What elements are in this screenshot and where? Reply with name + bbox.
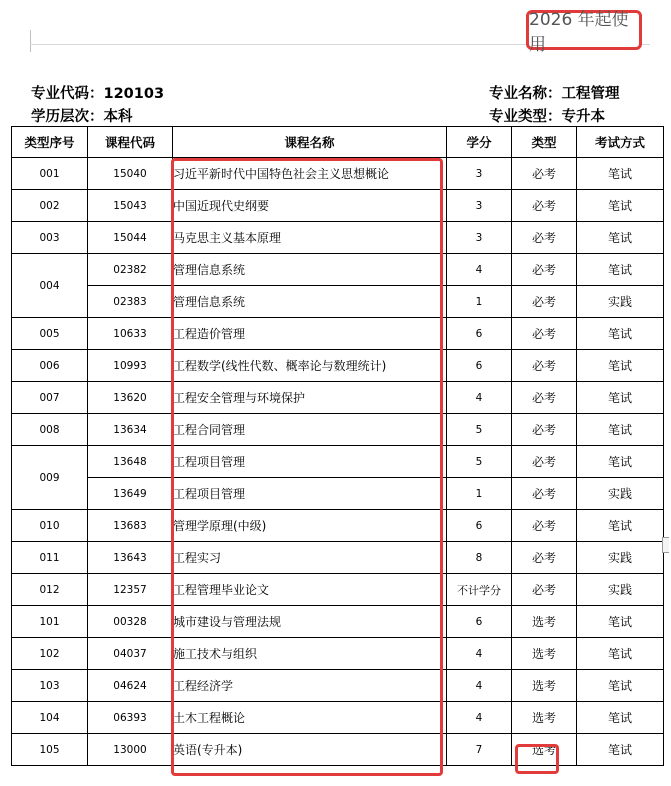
cell-name: 工程实习: [173, 542, 447, 574]
cell-code: 12357: [88, 574, 173, 606]
major-name-line: [489, 82, 620, 103]
cell-credit: 6: [447, 510, 512, 542]
cell-code: 13634: [88, 414, 173, 446]
cell-exam: 笔试: [577, 446, 664, 478]
table-row: [12, 286, 664, 318]
cell-type: 必考: [512, 510, 577, 542]
table-row: [12, 382, 664, 414]
cell-code: 15040: [88, 158, 173, 190]
cell-type: 必考: [512, 286, 577, 318]
cell-exam: 笔试: [577, 222, 664, 254]
col-header-code: 课程代码: [88, 127, 173, 158]
cell-seq: 001: [12, 158, 88, 190]
table-row: [12, 254, 664, 286]
cell-seq: 002: [12, 190, 88, 222]
cell-name: 工程造价管理: [173, 318, 447, 350]
col-header-name: 课程名称: [173, 127, 447, 158]
level-line: [31, 105, 133, 126]
cell-code: 13000: [88, 734, 173, 766]
cell-name: 工程项目管理: [173, 446, 447, 478]
cell-name: 管理学原理(中级): [173, 510, 447, 542]
major-code-line: [31, 82, 164, 103]
cell-type: 必考: [512, 446, 577, 478]
cell-seq: 103: [12, 670, 88, 702]
cell-name: 工程经济学: [173, 670, 447, 702]
cell-type: 选考: [512, 702, 577, 734]
major-type-line: [489, 105, 605, 126]
cell-name: 管理信息系统: [173, 286, 447, 318]
cell-name: 施工技术与组织: [173, 638, 447, 670]
major-code-label: 专业代码：: [31, 86, 104, 102]
cell-credit: 4: [447, 638, 512, 670]
cell-name: 城市建设与管理法规: [173, 606, 447, 638]
table-row: [12, 670, 664, 702]
cell-code: 02382: [88, 254, 173, 286]
cell-type: 必考: [512, 190, 577, 222]
cell-name: 中国近现代史纲要: [173, 190, 447, 222]
table-header-row: [12, 127, 664, 158]
cell-credit: 5: [447, 446, 512, 478]
cell-type: 必考: [512, 158, 577, 190]
cell-exam: 实践: [577, 478, 664, 510]
cell-seq: 003: [12, 222, 88, 254]
cell-seq: 010: [12, 510, 88, 542]
level-label: 学历层次：: [31, 109, 104, 125]
cell-exam: 笔试: [577, 350, 664, 382]
table-row: [12, 350, 664, 382]
cell-credit: 1: [447, 286, 512, 318]
cell-code: 04037: [88, 638, 173, 670]
effective-year-stamp: 2026 年起使用: [526, 10, 642, 50]
cell-type: 选考: [512, 606, 577, 638]
cell-credit: 4: [447, 702, 512, 734]
cell-credit: 不计学分: [447, 574, 512, 606]
cell-type: 必考: [512, 222, 577, 254]
table-row: [12, 446, 664, 478]
cell-exam: 笔试: [577, 702, 664, 734]
cell-type: 必考: [512, 382, 577, 414]
cell-seq: 011: [12, 542, 88, 574]
cell-code: 10993: [88, 350, 173, 382]
scroll-marker: [662, 537, 669, 553]
cell-credit: 7: [447, 734, 512, 766]
cell-name: 工程合同管理: [173, 414, 447, 446]
cell-seq: 012: [12, 574, 88, 606]
cell-code: 04624: [88, 670, 173, 702]
cell-type: 必考: [512, 318, 577, 350]
table-row: [12, 574, 664, 606]
table-row: [12, 158, 664, 190]
cell-seq: 102: [12, 638, 88, 670]
cell-code: 13648: [88, 446, 173, 478]
cell-code: 13649: [88, 478, 173, 510]
cell-name: 马克思主义基本原理: [173, 222, 447, 254]
cell-credit: 1: [447, 478, 512, 510]
cell-seq: 009: [12, 446, 88, 510]
table-row: [12, 734, 664, 766]
cell-seq: 105: [12, 734, 88, 766]
cell-code: 02383: [88, 286, 173, 318]
cell-credit: 3: [447, 222, 512, 254]
cell-exam: 笔试: [577, 382, 664, 414]
table-row: [12, 190, 664, 222]
table-row: [12, 478, 664, 510]
cell-seq: 008: [12, 414, 88, 446]
cell-type: 必考: [512, 542, 577, 574]
cell-seq: 104: [12, 702, 88, 734]
cell-exam: 实践: [577, 574, 664, 606]
cell-credit: 4: [447, 382, 512, 414]
cell-code: 15043: [88, 190, 173, 222]
cell-exam: 笔试: [577, 510, 664, 542]
cell-type: 选考: [512, 734, 577, 766]
cell-credit: 6: [447, 350, 512, 382]
cell-name: 管理信息系统: [173, 254, 447, 286]
col-header-exam: 考试方式: [577, 127, 664, 158]
cell-code: 10633: [88, 318, 173, 350]
cell-name: 工程管理毕业论文: [173, 574, 447, 606]
cell-exam: 笔试: [577, 318, 664, 350]
cell-name: 土木工程概论: [173, 702, 447, 734]
cell-code: 00328: [88, 606, 173, 638]
table-row: [12, 318, 664, 350]
cell-name: 工程安全管理与环境保护: [173, 382, 447, 414]
cell-credit: 8: [447, 542, 512, 574]
cell-name: 工程项目管理: [173, 478, 447, 510]
cell-exam: 笔试: [577, 670, 664, 702]
cell-exam: 实践: [577, 286, 664, 318]
cell-exam: 笔试: [577, 638, 664, 670]
cell-credit: 5: [447, 414, 512, 446]
level-value: 本科: [103, 109, 133, 125]
cell-exam: 笔试: [577, 606, 664, 638]
cell-type: 必考: [512, 414, 577, 446]
cell-name: 英语(专升本): [173, 734, 447, 766]
cell-credit: 3: [447, 190, 512, 222]
cell-type: 必考: [512, 574, 577, 606]
cell-type: 必考: [512, 350, 577, 382]
cell-seq: 101: [12, 606, 88, 638]
cell-name: 工程数学(线性代数、概率论与数理统计): [173, 350, 447, 382]
cell-seq: 006: [12, 350, 88, 382]
cell-code: 13683: [88, 510, 173, 542]
table-row: [12, 510, 664, 542]
cell-seq: 005: [12, 318, 88, 350]
cell-exam: 笔试: [577, 734, 664, 766]
major-type-label: 专业类型：: [489, 109, 562, 125]
cell-type: 选考: [512, 638, 577, 670]
course-table: [11, 126, 664, 766]
table-body: [12, 158, 664, 766]
cell-exam: 笔试: [577, 414, 664, 446]
table-row: [12, 414, 664, 446]
major-type-value: 专升本: [561, 109, 605, 125]
col-header-credit: 学分: [447, 127, 512, 158]
table-row: [12, 542, 664, 574]
table-row: [12, 702, 664, 734]
cell-credit: 4: [447, 670, 512, 702]
cell-code: 06393: [88, 702, 173, 734]
col-header-seq: 类型序号: [12, 127, 88, 158]
cell-code: 13620: [88, 382, 173, 414]
cell-credit: 6: [447, 318, 512, 350]
table-row: [12, 606, 664, 638]
cell-type: 选考: [512, 670, 577, 702]
cell-exam: 笔试: [577, 190, 664, 222]
cell-credit: 3: [447, 158, 512, 190]
major-name-value: 工程管理: [561, 86, 620, 102]
table-row: [12, 222, 664, 254]
cell-seq: 004: [12, 254, 88, 318]
cell-seq: 007: [12, 382, 88, 414]
table-row: [12, 638, 664, 670]
page-corner-mark: [30, 30, 31, 52]
cell-type: 必考: [512, 478, 577, 510]
major-name-label: 专业名称：: [489, 86, 562, 102]
cell-exam: 笔试: [577, 158, 664, 190]
cell-code: 13643: [88, 542, 173, 574]
col-header-type: 类型: [512, 127, 577, 158]
major-code-value: 120103: [103, 86, 165, 102]
cell-type: 必考: [512, 254, 577, 286]
cell-name: 习近平新时代中国特色社会主义思想概论: [173, 158, 447, 190]
cell-credit: 4: [447, 254, 512, 286]
cell-exam: 笔试: [577, 254, 664, 286]
cell-credit: 6: [447, 606, 512, 638]
cell-code: 15044: [88, 222, 173, 254]
cell-exam: 实践: [577, 542, 664, 574]
